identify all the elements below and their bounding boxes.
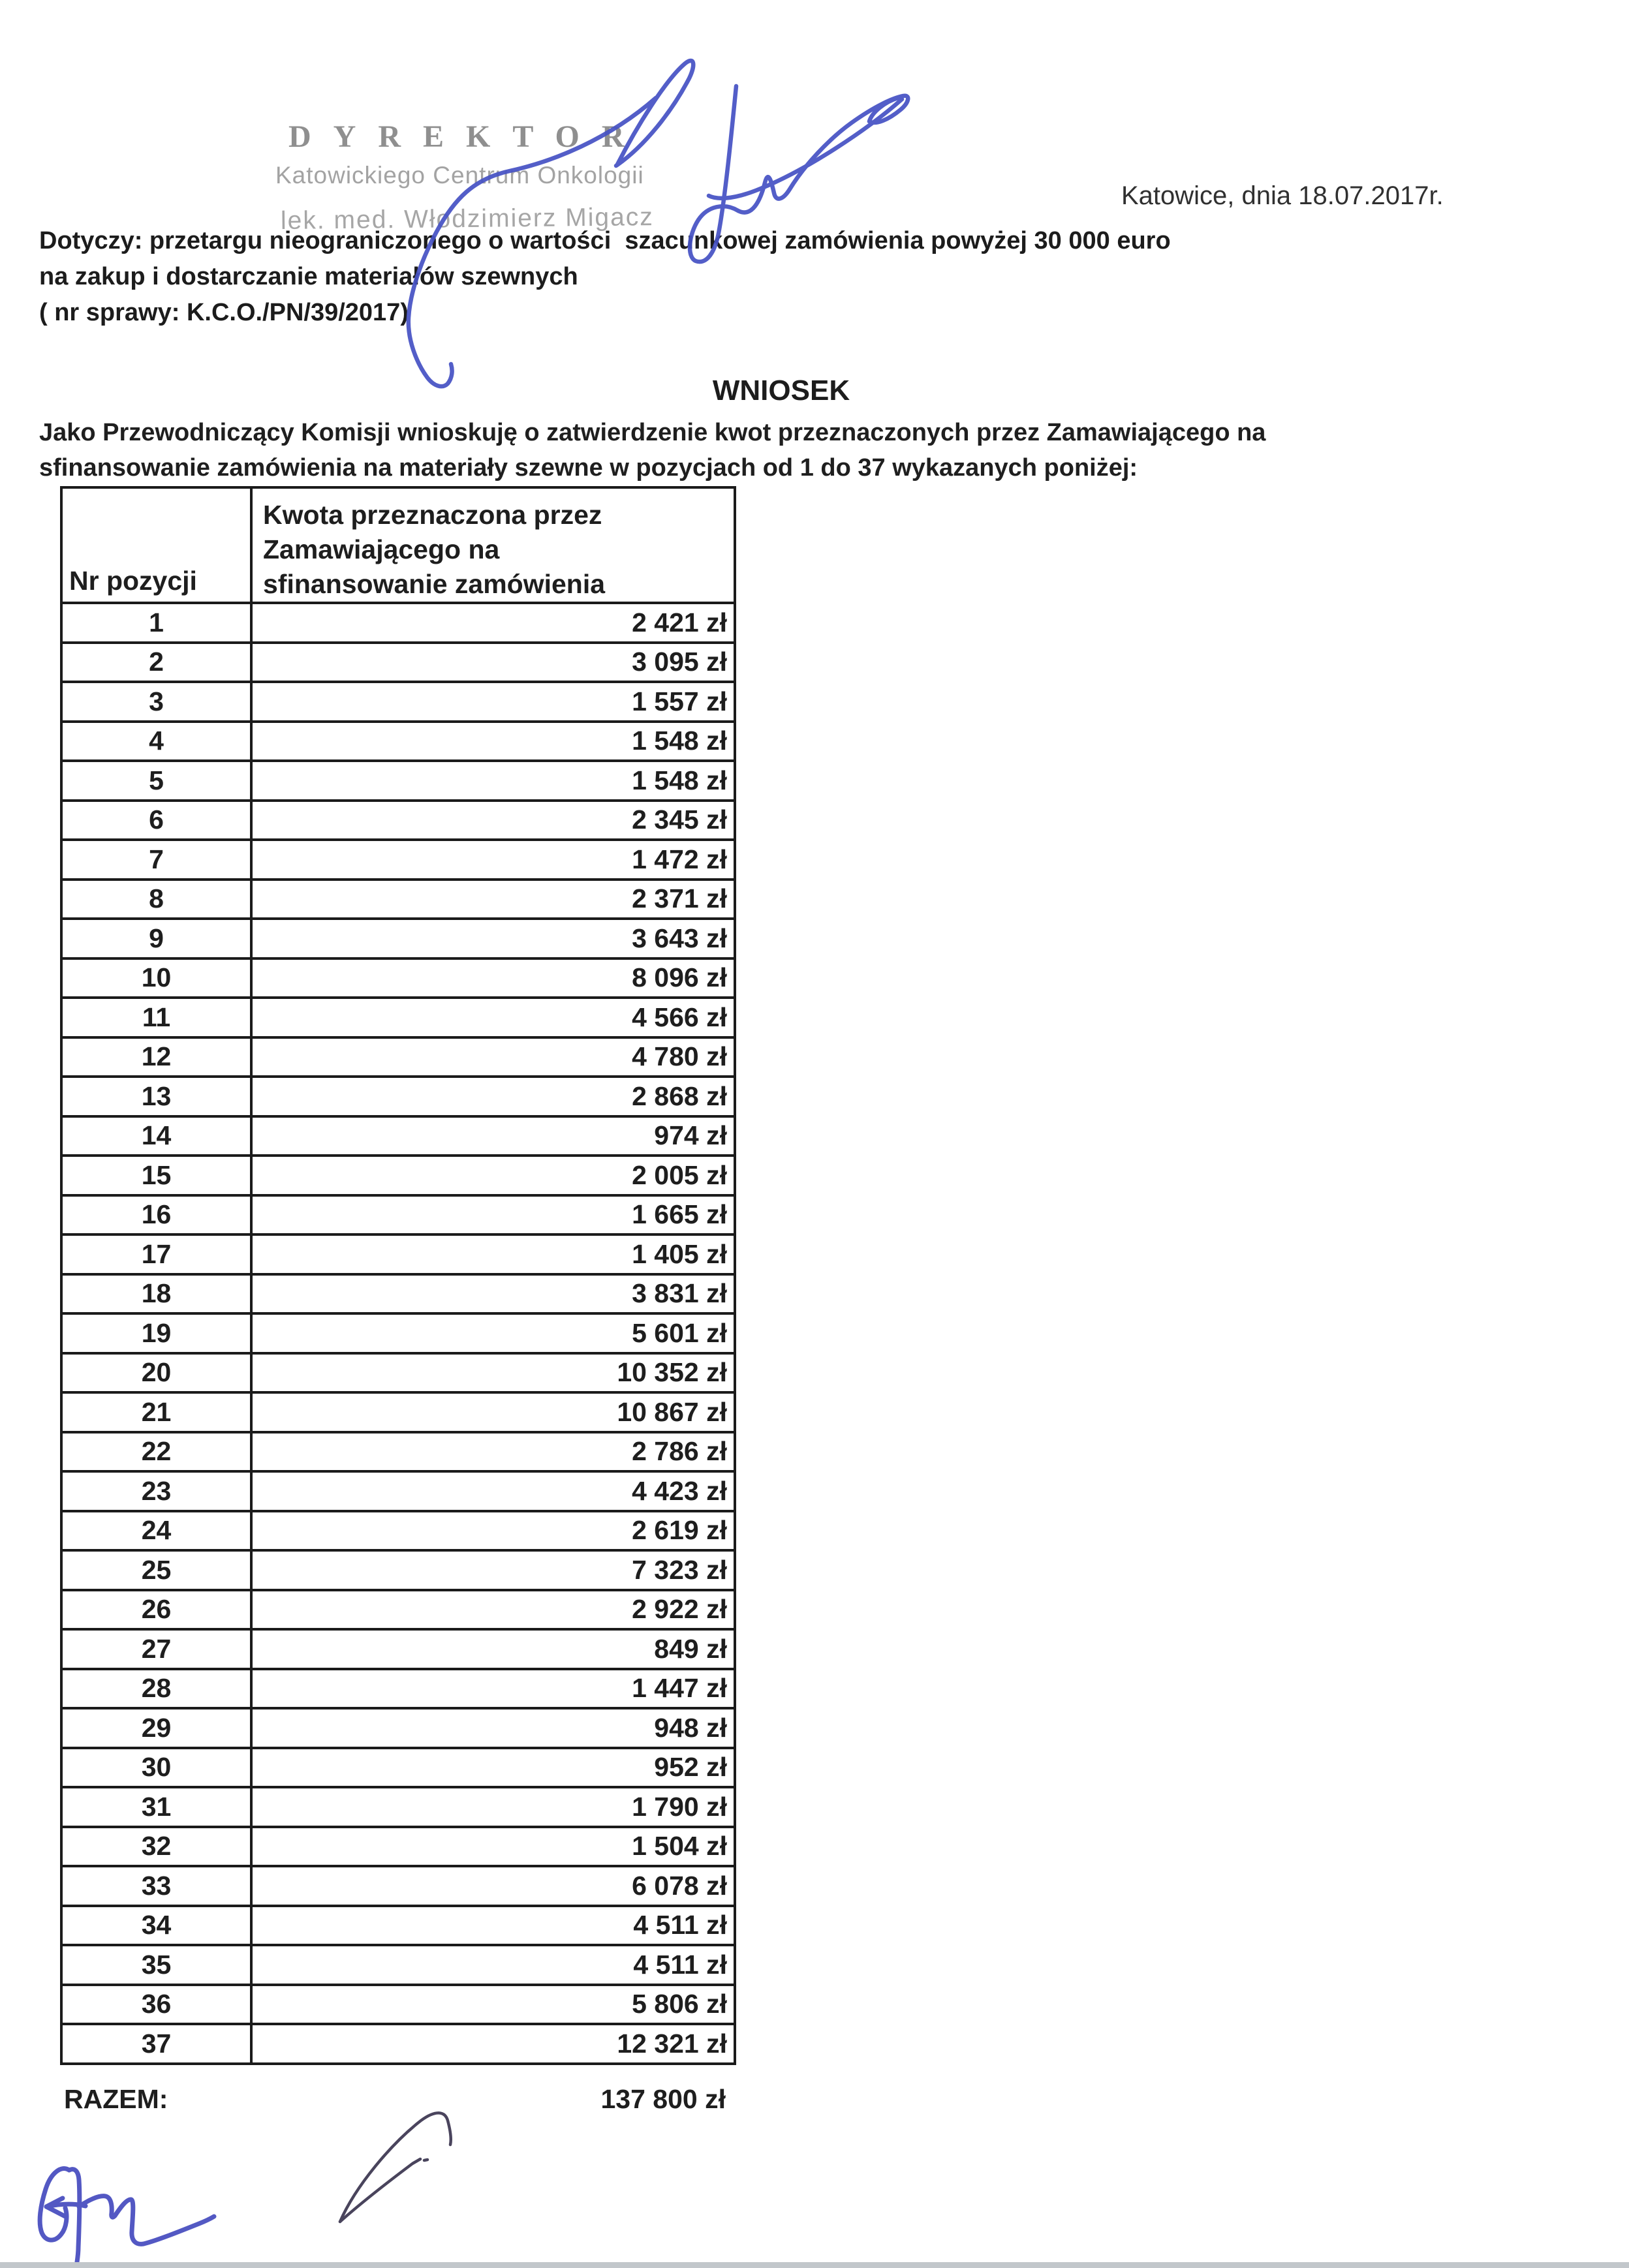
- table-row: [63, 1984, 734, 2023]
- row-amount: 952 zł: [654, 1752, 727, 1783]
- row-amount: 1 665 zł: [632, 1199, 727, 1230]
- row-position-number: 12: [63, 1039, 253, 1076]
- row-position-number: 24: [63, 1512, 253, 1550]
- row-amount: 1 447 zł: [632, 1673, 727, 1704]
- column-header-amount-line-3: sfinansowanie zamówienia: [263, 569, 606, 599]
- table-row: [63, 1826, 734, 1865]
- table-header-row: [63, 489, 734, 602]
- row-amount: 3 643 zł: [632, 923, 727, 953]
- row-position-number: 23: [63, 1473, 253, 1510]
- subject-block: [39, 223, 1171, 331]
- column-header-amount-line-2: Zamawiającego na: [263, 534, 500, 564]
- column-header-amount-line-1: Kwota przeznaczona przez: [263, 500, 602, 530]
- row-position-number: 33: [63, 1867, 253, 1905]
- signature-ink-bottom-left: [40, 2169, 214, 2262]
- row-amount: 4 423 zł: [632, 1475, 727, 1506]
- signature-ink-bottom-curve: [340, 2113, 451, 2222]
- row-amount: 5 601 zł: [632, 1317, 727, 1348]
- row-amount: 10 867 zł: [617, 1396, 727, 1427]
- row-position-number: 14: [63, 1118, 253, 1155]
- row-position-number: 25: [63, 1552, 253, 1589]
- row-position-number: 21: [63, 1394, 253, 1431]
- director-stamp-title: DYREKTOR: [288, 119, 647, 154]
- row-position-number: 35: [63, 1946, 253, 1984]
- table-row: [63, 1786, 734, 1826]
- row-position-number: 16: [63, 1197, 253, 1234]
- row-position-number: 9: [63, 920, 253, 957]
- row-position-number: 1: [63, 604, 253, 641]
- table-row: [63, 1707, 734, 1747]
- row-amount: 2 619 zł: [632, 1515, 727, 1546]
- table-row: [63, 720, 734, 760]
- row-amount: 2 868 zł: [632, 1080, 727, 1111]
- amounts-table: [60, 486, 736, 2065]
- row-position-number: 13: [63, 1078, 253, 1115]
- table-body: [63, 602, 734, 2062]
- row-position-number: 34: [63, 1907, 253, 1944]
- column-header-amount: [253, 489, 734, 602]
- table-row: [63, 1036, 734, 1076]
- row-position-number: 15: [63, 1157, 253, 1194]
- table-row: [63, 878, 734, 918]
- row-position-number: 18: [63, 1276, 253, 1313]
- table-row: [63, 1905, 734, 1944]
- table-row: [63, 917, 734, 957]
- row-position-number: 11: [63, 999, 253, 1036]
- row-amount: 10 352 zł: [617, 1357, 727, 1388]
- row-amount: 3 831 zł: [632, 1278, 727, 1309]
- row-amount: 974 zł: [654, 1120, 727, 1151]
- row-position-number: 29: [63, 1709, 253, 1747]
- row-amount: 2 421 zł: [632, 607, 727, 637]
- table-row: [63, 1510, 734, 1550]
- table-row: [63, 957, 734, 997]
- table-row: [63, 1352, 734, 1392]
- table-row: [63, 1154, 734, 1194]
- table-row: [63, 1233, 734, 1273]
- row-amount: 1 405 zł: [632, 1238, 727, 1269]
- table-row: [63, 1589, 734, 1629]
- subject-line-1: Dotyczy: przetargu nieograniczonego o wartości szacunkowej zamówienia powyżej 30 000 euro: [39, 227, 1171, 254]
- table-row: [63, 1273, 734, 1313]
- row-position-number: 10: [63, 960, 253, 997]
- row-amount: 4 566 zł: [632, 1002, 727, 1032]
- row-position-number: 17: [63, 1236, 253, 1273]
- total-value: 137 800 zł: [600, 2084, 726, 2114]
- row-amount: 6 078 zł: [632, 1870, 727, 1901]
- table-row: [63, 1865, 734, 1905]
- table-row: [63, 1549, 734, 1589]
- row-position-number: 37: [63, 2025, 253, 2062]
- table-row: [63, 602, 734, 641]
- row-position-number: 36: [63, 1986, 253, 2023]
- table-row: [63, 1944, 734, 1984]
- row-amount: 7 323 zł: [632, 1554, 727, 1585]
- row-amount: 1 472 zł: [632, 844, 727, 874]
- row-amount: 849 zł: [654, 1633, 727, 1664]
- row-amount: 1 790 zł: [632, 1791, 727, 1822]
- column-header-position-number: Nr pozycji: [63, 489, 253, 602]
- row-position-number: 31: [63, 1788, 253, 1826]
- row-amount: 1 548 zł: [632, 726, 727, 756]
- row-amount: 948 zł: [654, 1712, 727, 1743]
- row-position-number: 7: [63, 841, 253, 878]
- table-row: [63, 1075, 734, 1115]
- row-position-number: 27: [63, 1631, 253, 1668]
- row-position-number: 2: [63, 644, 253, 681]
- table-row: [63, 1431, 734, 1471]
- row-position-number: 6: [63, 802, 253, 839]
- table-row: [63, 759, 734, 799]
- table-row: [63, 1470, 734, 1510]
- row-amount: 2 345 zł: [632, 805, 727, 835]
- subject-line-3: ( nr sprawy: K.C.O./PN/39/2017): [39, 299, 409, 326]
- request-paragraph-line-2: sfinansowanie zamówienia na materiały szewne w pozycjach od 1 do 37 wykazanych poniżej:: [39, 454, 1138, 482]
- table-row: [63, 1115, 734, 1155]
- row-position-number: 28: [63, 1670, 253, 1708]
- director-stamp-subtitle: Katowickiego Centrum Onkologii: [275, 162, 644, 189]
- table-row: [63, 1312, 734, 1352]
- table-row: [63, 1668, 734, 1708]
- row-position-number: 19: [63, 1315, 253, 1352]
- row-amount: 1 557 zł: [632, 686, 727, 716]
- row-position-number: 20: [63, 1355, 253, 1392]
- row-amount: 8 096 zł: [632, 962, 727, 993]
- request-paragraph-line-1: Jako Przewodniczący Komisji wnioskuję o zatwierdzenie kwot przeznaczonych przez Zamawiającego na: [39, 419, 1266, 446]
- director-stamp-signer-name: lek. med. Włodzimierz Migacz: [280, 203, 654, 235]
- table-row: [63, 1194, 734, 1234]
- total-label: RAZEM:: [64, 2084, 168, 2114]
- row-position-number: 8: [63, 881, 253, 918]
- table-row: [63, 641, 734, 681]
- total-row: [60, 2084, 736, 2115]
- row-position-number: 30: [63, 1749, 253, 1786]
- table-row: [63, 2023, 734, 2062]
- row-position-number: 32: [63, 1828, 253, 1865]
- row-amount: 2 005 zł: [632, 1159, 727, 1190]
- row-amount: 1 548 zł: [632, 765, 727, 795]
- row-position-number: 22: [63, 1433, 253, 1471]
- table-row: [63, 838, 734, 878]
- date-line: Katowice, dnia 18.07.2017r.: [1121, 181, 1444, 210]
- row-position-number: 4: [63, 723, 253, 760]
- row-amount: 5 806 zł: [632, 1989, 727, 2019]
- scan-edge-artifact: [0, 2262, 1629, 2268]
- table-row: [63, 799, 734, 839]
- row-amount: 2 371 zł: [632, 883, 727, 914]
- row-position-number: 5: [63, 762, 253, 799]
- row-amount: 2 922 zł: [632, 1594, 727, 1625]
- table-row: [63, 1747, 734, 1786]
- row-position-number: 26: [63, 1591, 253, 1629]
- row-amount: 1 504 zł: [632, 1831, 727, 1862]
- row-position-number: 3: [63, 683, 253, 720]
- row-amount: 2 786 zł: [632, 1436, 727, 1467]
- row-amount: 4 780 zł: [632, 1041, 727, 1072]
- table-row: [63, 1628, 734, 1668]
- table-row: [63, 681, 734, 720]
- row-amount: 4 511 zł: [633, 1949, 727, 1980]
- table-row: [63, 996, 734, 1036]
- subject-line-2: na zakup i dostarczanie materiałów szewnych: [39, 263, 578, 290]
- row-amount: 4 511 zł: [633, 1910, 727, 1940]
- table-row: [63, 1391, 734, 1431]
- page-title: WNIOSEK: [712, 375, 850, 406]
- row-amount: 3 095 zł: [632, 647, 727, 677]
- row-amount: 12 321 zł: [617, 2028, 727, 2059]
- request-paragraph: [39, 415, 1265, 485]
